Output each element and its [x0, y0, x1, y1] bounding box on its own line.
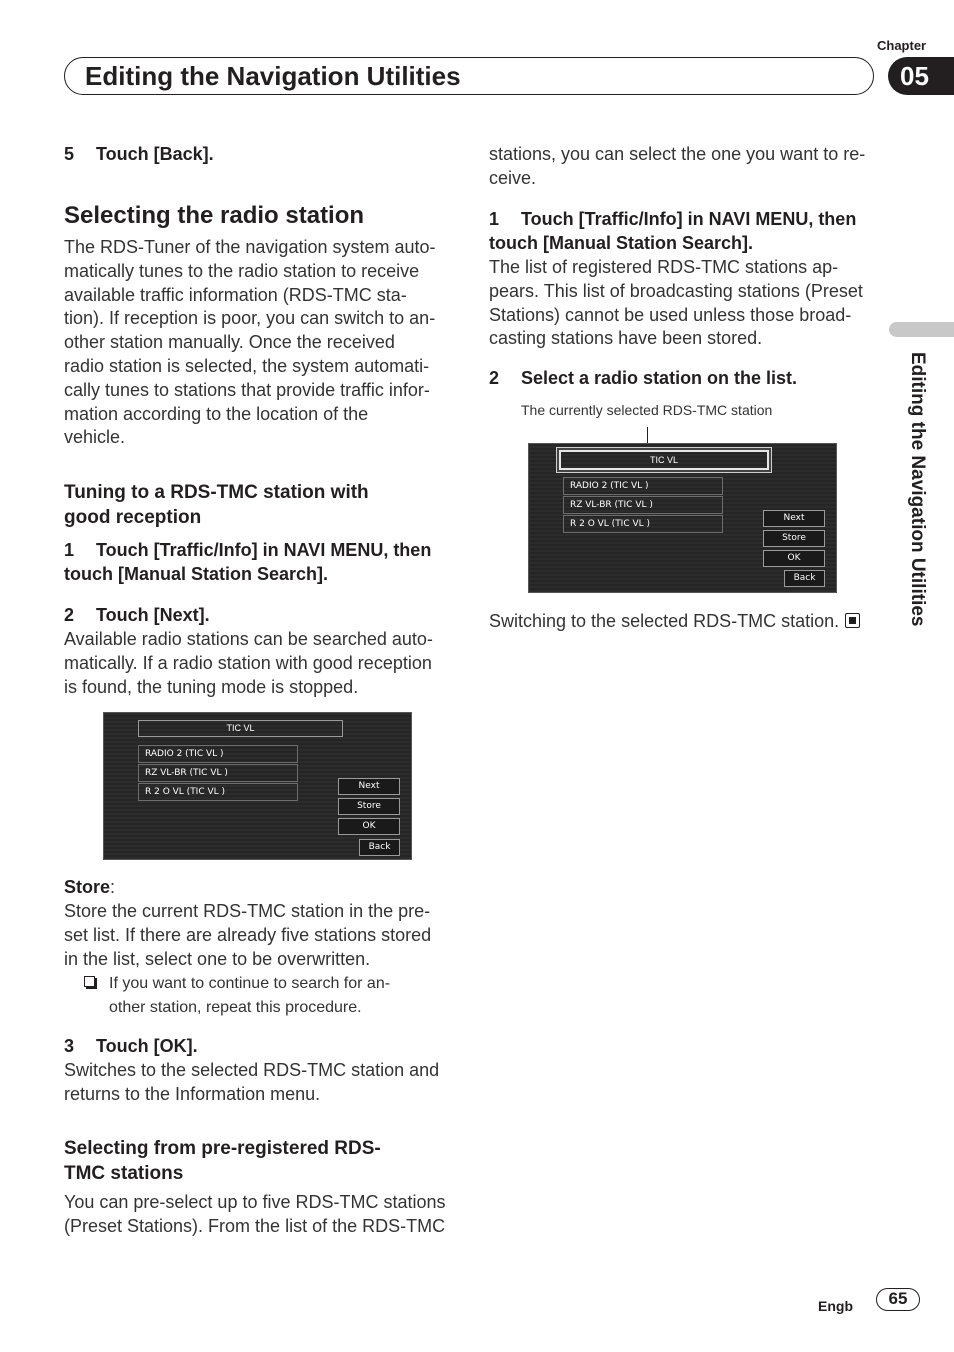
step-text: touch [Manual Station Search].: [64, 563, 329, 584]
next-button[interactable]: Next: [763, 510, 825, 527]
subsection-title: [64, 480, 369, 530]
step-number: 3: [64, 1036, 75, 1056]
store-label: Store: [64, 877, 111, 897]
step-text: Touch [Traffic/Info] in NAVI MENU, then: [96, 540, 432, 560]
text-line: If you want to continue to search for an-: [109, 975, 391, 992]
text-line: casting stations have been stored.: [489, 328, 763, 349]
step-number: 1: [489, 209, 500, 229]
station-search-screenshot: [103, 712, 412, 860]
note-box-icon: [84, 976, 95, 987]
text-line: Store the current RDS-TMC station in the pre-: [64, 901, 431, 921]
note-bullet: [84, 972, 390, 1019]
text-line: radio station is selected, the system automati-: [64, 355, 430, 376]
text-line: other station, repeat this procedure.: [109, 998, 362, 1016]
ok-button[interactable]: OK: [338, 818, 400, 835]
station-item[interactable]: RADIO 2 (TIC VL ): [563, 477, 723, 495]
text-line: good reception: [64, 507, 202, 528]
station-item[interactable]: R 2 O VL (TIC VL ): [563, 515, 723, 533]
side-tab-title: Editing the Navigation Utilities: [907, 352, 928, 627]
section-title: Selecting the radio station: [64, 202, 365, 229]
back-button[interactable]: Back: [359, 839, 400, 856]
text-line: set list. If there are already five stations stored: [64, 924, 432, 945]
text-line: mation according to the location of the: [64, 403, 369, 424]
text-line: in the list, select one to be overwritten.: [64, 948, 371, 969]
step-2: [489, 367, 797, 391]
callout-label: The currently selected RDS-TMC station: [521, 402, 773, 418]
step-number: 1: [64, 540, 75, 560]
preset-list-screenshot: [528, 443, 837, 593]
store-heading: [64, 876, 115, 900]
step-text: Touch [OK].: [96, 1036, 198, 1056]
text-line: available traffic information (RDS-TMC sta-: [64, 284, 407, 305]
text-line: Stations) cannot be used unless those broad-: [489, 304, 852, 325]
text-line: tion). If reception is poor, you can switch to an-: [64, 308, 436, 329]
text-line: Selecting from pre-registered RDS-: [64, 1138, 381, 1159]
step-number: 2: [489, 368, 500, 388]
step-1: [64, 539, 431, 587]
intro-paragraph: [64, 236, 436, 450]
side-tab-marker: [889, 322, 954, 337]
subsection-title: [64, 1136, 381, 1186]
step-text: Touch [Back].: [96, 144, 214, 164]
step-text: Select a radio station on the list.: [521, 368, 798, 388]
step-2-body: [64, 628, 433, 699]
text-line: Switching to the selected RDS-TMC station.: [489, 611, 840, 631]
page-number: 65: [876, 1288, 920, 1311]
text-line: pears. This list of broadcasting stations (Preset: [489, 280, 863, 301]
text-line: ceive.: [489, 167, 537, 188]
station-item[interactable]: RZ VL-BR (TIC VL ): [138, 764, 298, 782]
language-code: Engb: [818, 1298, 853, 1314]
station-item[interactable]: RADIO 2 (TIC VL ): [138, 745, 298, 763]
step-3-body: [64, 1059, 439, 1107]
store-button[interactable]: Store: [763, 530, 825, 547]
chapter-title: Editing the Navigation Utilities: [85, 61, 461, 91]
text-line: returns to the Information menu.: [64, 1083, 321, 1104]
station-item[interactable]: R 2 O VL (TIC VL ): [138, 783, 298, 801]
continued-paragraph: [489, 143, 865, 191]
text-line: matically. If a radio station with good reception: [64, 652, 432, 673]
chapter-number-badge: 05: [888, 57, 954, 95]
step-number: 2: [64, 605, 75, 625]
step-number: 5: [64, 144, 75, 164]
text-line: matically tunes to the radio station to receive: [64, 260, 420, 281]
preset-body: [64, 1191, 446, 1239]
chapter-title-bar: [64, 57, 874, 95]
switching-line: [489, 610, 860, 634]
step-3: [64, 1035, 198, 1059]
text-line: (Preset Stations). From the list of the RDS-TMC: [64, 1215, 446, 1236]
text-line: Switches to the selected RDS-TMC station and: [64, 1060, 440, 1080]
step-5: [64, 143, 214, 167]
step-text: Touch [Traffic/Info] in NAVI MENU, then: [521, 209, 857, 229]
text-line: The list of registered RDS-TMC stations ap-: [489, 257, 839, 277]
end-mark-icon: [845, 613, 860, 628]
screen-title: TIC VL: [138, 720, 343, 737]
ok-button[interactable]: OK: [763, 550, 825, 567]
chapter-label: Chapter: [877, 38, 927, 53]
text-line: The RDS-Tuner of the navigation system auto-: [64, 237, 436, 257]
step-1: [489, 208, 856, 256]
station-item[interactable]: RZ VL-BR (TIC VL ): [563, 496, 723, 514]
step-2: [64, 604, 210, 628]
text-line: is found, the tuning mode is stopped.: [64, 676, 359, 697]
step-text: touch [Manual Station Search].: [489, 232, 754, 253]
step-text: Touch [Next].: [96, 605, 210, 625]
text-line: Tuning to a RDS-TMC station with: [64, 482, 369, 503]
text-line: TMC stations: [64, 1163, 184, 1184]
screen-title: TIC VL: [559, 450, 769, 470]
next-button[interactable]: Next: [338, 778, 400, 795]
store-colon: :: [110, 877, 116, 897]
store-body: [64, 900, 431, 971]
text-line: vehicle.: [64, 427, 126, 448]
step-1-body: [489, 256, 863, 351]
text-line: other station manually. Once the received: [64, 332, 395, 353]
text-line: stations, you can select the one you want to re-: [489, 144, 866, 164]
text-line: You can pre-select up to five RDS-TMC stations: [64, 1192, 446, 1212]
text-line: cally tunes to stations that provide traffic infor-: [64, 379, 430, 400]
back-button[interactable]: Back: [784, 570, 825, 587]
store-button[interactable]: Store: [338, 798, 400, 815]
text-line: Available radio stations can be searched auto-: [64, 629, 433, 649]
